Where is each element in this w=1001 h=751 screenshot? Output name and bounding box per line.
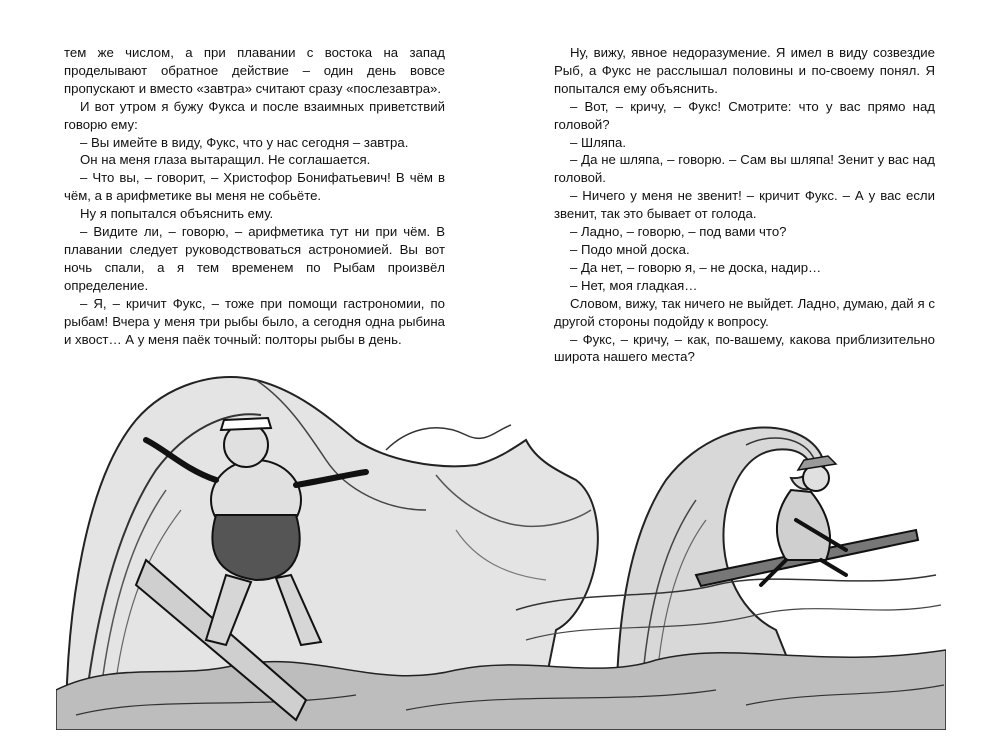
right-page-text xyxy=(554,44,935,366)
paragraph: Ну, вижу, явное недоразумение. Я имел в виду созвездие Рыб, а Фукс не расслышал половины и по-своему понял. Я попытался ему объяснить. xyxy=(554,45,935,96)
paragraph: Он на меня глаза вытаращил. Не соглашается. xyxy=(80,152,371,168)
paragraph: – Да не шляпа, – говорю. – Сам вы шляпа! Зенит у вас над головой. xyxy=(554,152,935,186)
paragraph: Словом, вижу, так ничего не выйдет. Ладно, думаю, дай я с другой стороны подойду к вопросу. xyxy=(554,295,935,329)
paragraph: – Ничего у меня не звенит! – кричит Фукс. – А у вас если звенит, так это бывает от голода. xyxy=(554,188,935,222)
paragraph: – Шляпа. xyxy=(570,134,627,150)
paragraph: Ну я попытался объяснить ему. xyxy=(80,206,274,222)
paragraph: И вот утром я бужу Фукса и после взаимных приветствий говорю ему: xyxy=(64,98,445,132)
paragraph: – Вот, – кричу, – Фукс! Смотрите: что у вас прямо над головой? xyxy=(554,98,935,132)
paragraph: – Видите ли, – говорю, – арифметика тут ни при чём. В плавании следует руководствоваться астрономией. Вы вот ночь спали, а я тем временем по Рыбам произвёл определение. xyxy=(64,224,445,293)
paragraph: тем же числом, а при плавании с востока на запад проделывают обратное действие – один день вовсе пропускают и вместо «завтра» считают сразу «послезавтра». xyxy=(64,45,445,96)
paragraph: – Нет, моя гладкая… xyxy=(570,277,698,293)
paragraph: – Подо мной доска. xyxy=(570,241,690,257)
paragraph: – Что вы, – говорит, – Христофор Бонифатьевич! В чём в чём, а в арифметике вы меня не собьёте. xyxy=(64,170,445,204)
paragraph: – Ладно, – говорю, – под вами что? xyxy=(570,224,787,240)
captain-cap xyxy=(221,418,271,430)
paragraph: – Вы имейте в виду, Фукс, что у нас сегодня – завтра. xyxy=(80,134,409,150)
paragraph: – Фукс, – кричу, – как, по-вашему, какова приблизительно широта нашего места? xyxy=(554,331,935,365)
surfing-waves-illustration xyxy=(56,360,946,730)
paragraph: – Я, – кричит Фукс, – тоже при помощи гастрономии, по рыбам! Вчера у меня три рыбы было, а сегодня одна рыбина и хвост… А у меня паёк точный: полторы рыбы в день. xyxy=(64,295,445,347)
left-page-text xyxy=(64,44,445,348)
paragraph: – Да нет, – говорю я, – не доска, надир… xyxy=(570,259,822,275)
